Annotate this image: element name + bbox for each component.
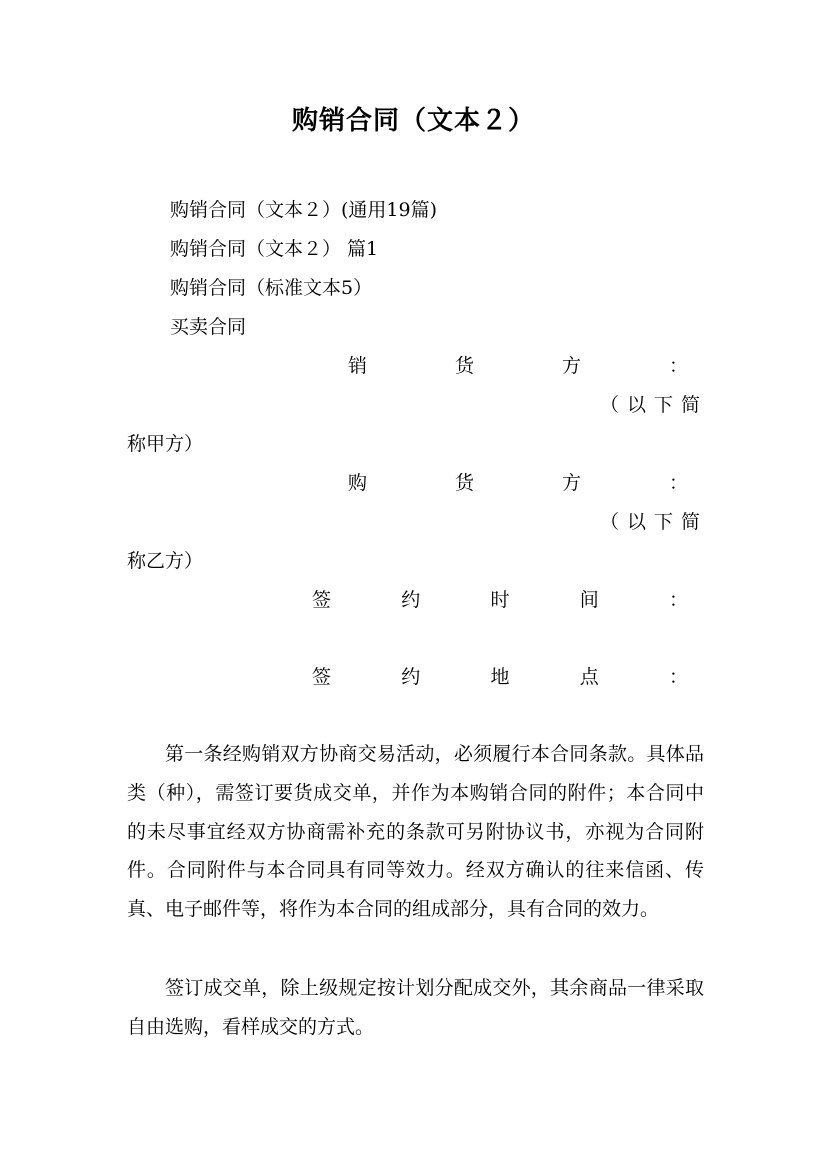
sign-time-char: ： [668, 589, 688, 611]
article-1-paragraph: 第一条经购销双方协商交易活动，必须履行本合同条款。具体品类（种），需签订要货成交单，并作为本购销合同的附件；本合同中的未尽事宜经双方协商需补充的条款可另附协议书，亦视为合同附件。合同附件与本合同具有同等效力。经双方确认的往来信函、传真、电子邮件等，将作为本合同的组成部分，具有合同的效力。 [127, 743, 704, 921]
document-title: 购销合同（文本２） [291, 106, 535, 136]
seller-hint-char: （ [600, 394, 620, 416]
buyer-label-char: 货 [454, 472, 474, 494]
sign-time-char: 约 [401, 589, 421, 611]
seller-label-char: 方 [561, 355, 581, 377]
buyer-hint-char: （ [600, 511, 620, 533]
sign-time-char: 签 [312, 589, 332, 611]
sign-place-char: 签 [312, 666, 332, 688]
article-2-paragraph: 签订成交单，除上级规定按计划分配成交外，其余商品一律采取自由选购，看样成交的方式。 [127, 977, 704, 1038]
toc-line-4: 买卖合同 [170, 316, 247, 338]
sign-time-char: 时 [490, 589, 510, 611]
toc-line-2: 购销合同（文本２） 篇1 [170, 238, 379, 260]
sign-place-char: ： [668, 666, 688, 688]
toc-line-1: 购销合同（文本２）(通用19篇) [170, 199, 438, 221]
seller-hint-char: 简 [680, 394, 700, 416]
buyer-hint-tail: 称乙方） [127, 550, 204, 572]
buyer-label-char: ： [668, 472, 688, 494]
buyer-hint-char: 简 [680, 511, 700, 533]
sign-place-char: 点 [579, 666, 599, 688]
buyer-hint-char: 下 [653, 511, 673, 533]
seller-label-char: 销 [348, 355, 368, 377]
seller-label-char: ： [668, 355, 688, 377]
sign-place-label [312, 663, 688, 691]
toc-line-3: 购销合同（标准文本5） [170, 277, 373, 299]
sign-place-char: 约 [401, 666, 421, 688]
sign-time-char: 间 [579, 589, 599, 611]
buyer-label [348, 469, 688, 497]
seller-hint-char: 下 [653, 394, 673, 416]
sign-place-char: 地 [490, 666, 510, 688]
buyer-hint-char: 以 [626, 511, 646, 533]
buyer-hint [600, 508, 700, 536]
seller-label-char: 货 [454, 355, 474, 377]
buyer-label-char: 方 [561, 472, 581, 494]
buyer-label-char: 购 [348, 472, 368, 494]
seller-hint-tail: 称甲方） [127, 433, 204, 455]
seller-label [348, 352, 688, 380]
seller-hint-char: 以 [626, 394, 646, 416]
seller-hint [600, 391, 700, 419]
sign-time-label [312, 586, 688, 614]
